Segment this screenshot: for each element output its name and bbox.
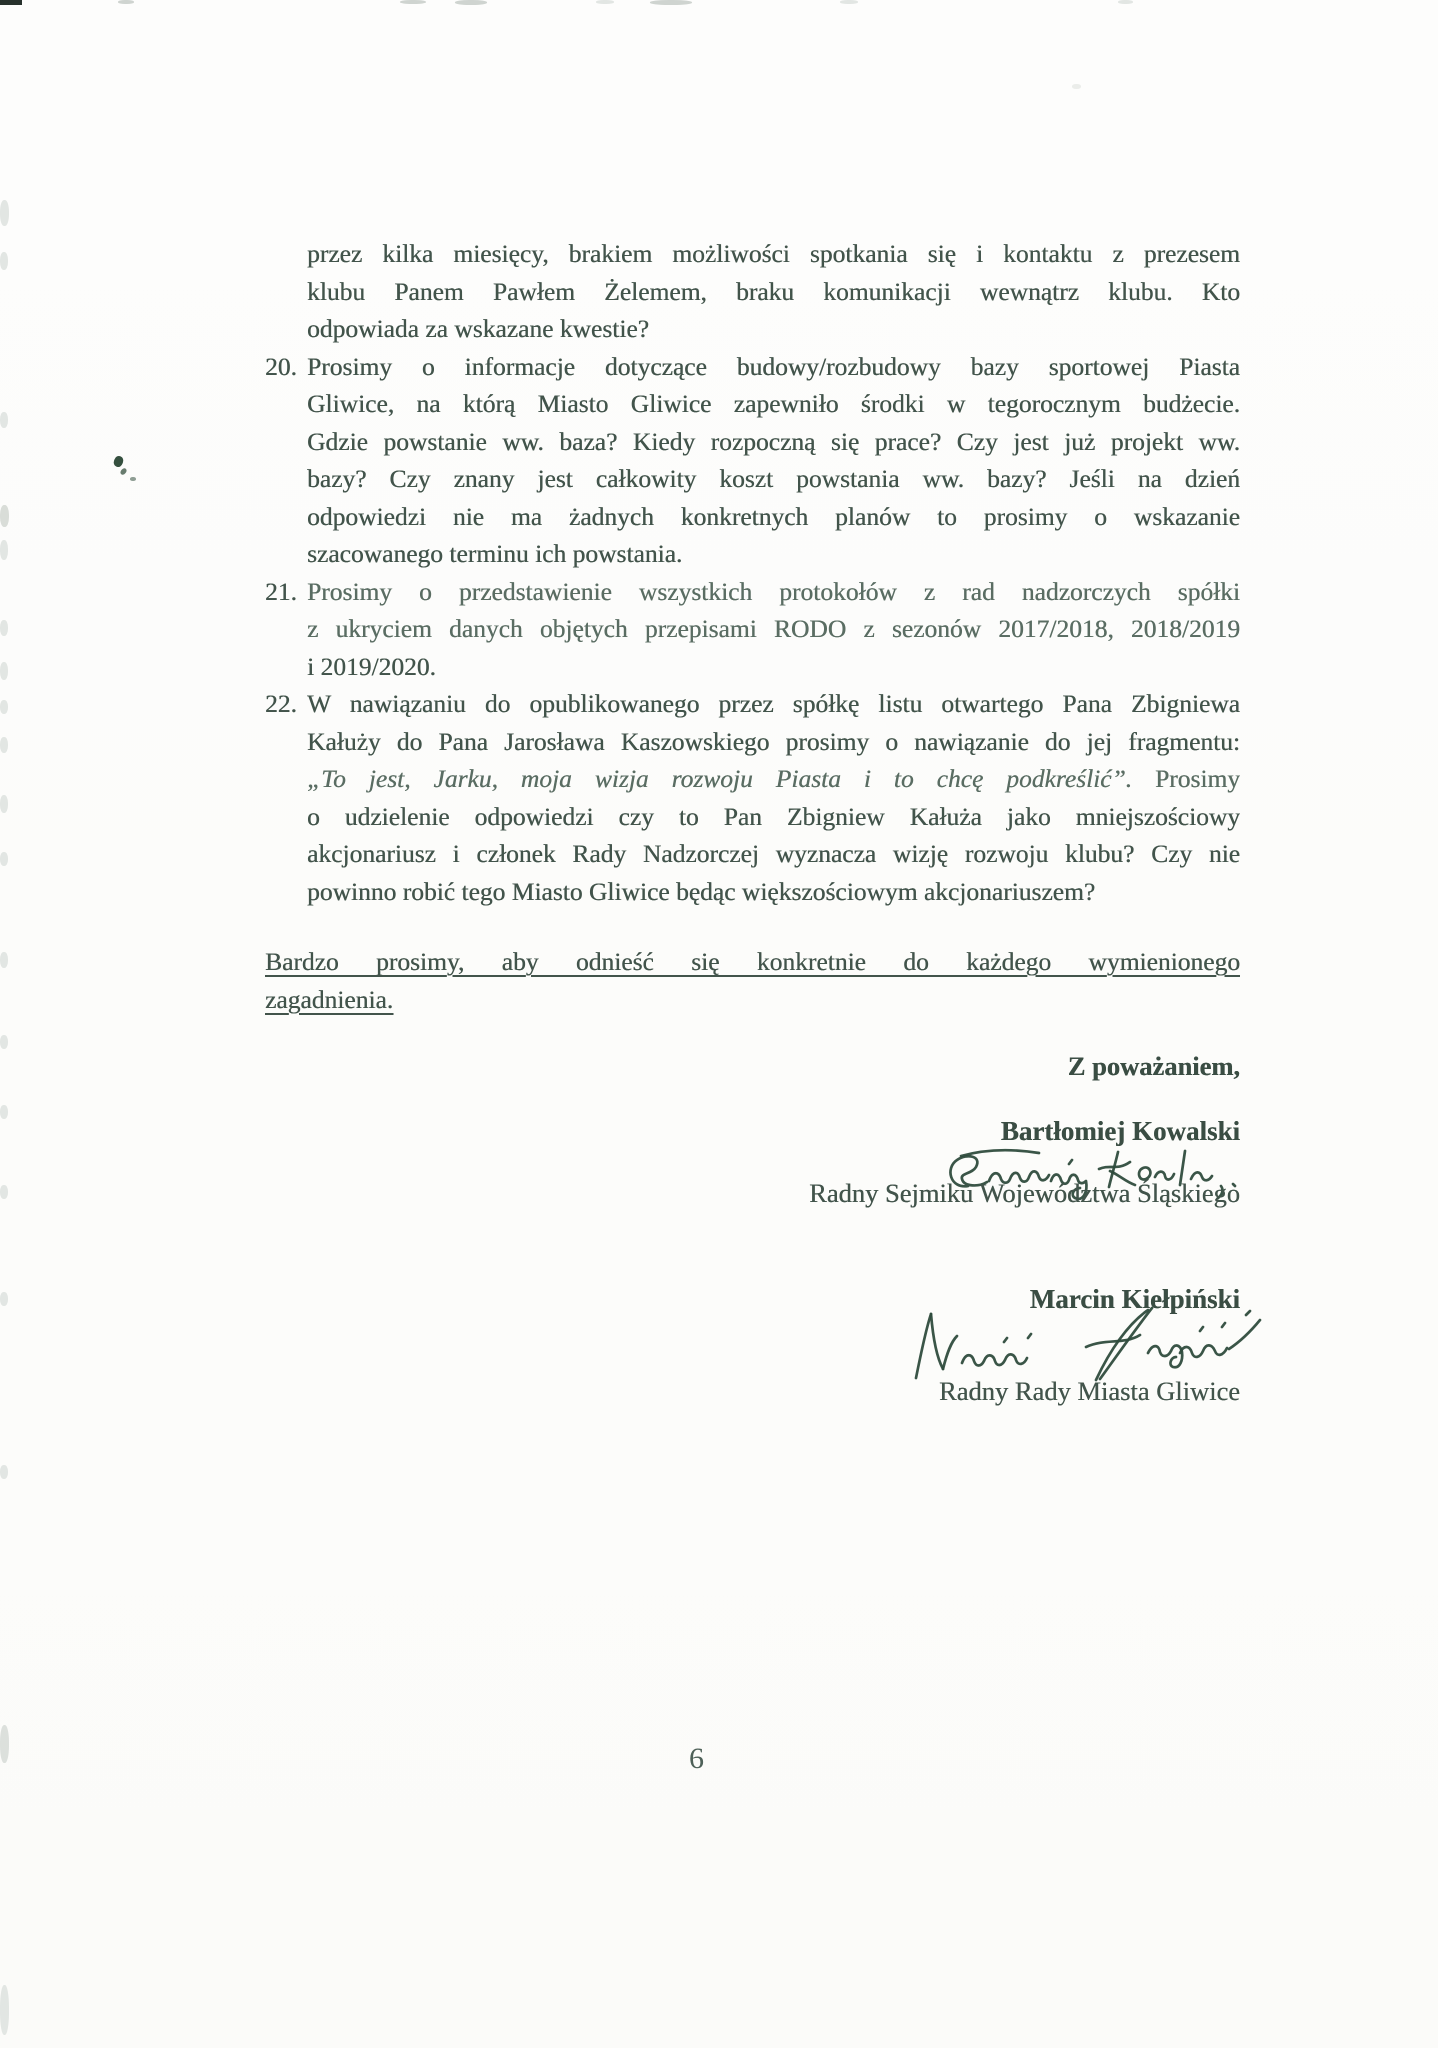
scan-artifact — [0, 662, 8, 680]
scan-artifact — [0, 200, 9, 226]
item-number: 20. — [265, 351, 297, 381]
text-line: odpowiada za wskazane kwestie? — [307, 314, 649, 343]
scan-artifact — [0, 620, 8, 636]
scan-artifact — [596, 0, 614, 4]
signatory-name-bartlomiej-kowalski: Bartłomiej Kowalski — [1000, 1116, 1240, 1146]
text-line: bazy? Czy znany jest całkowity koszt powstania ww. bazy? Jeśli na dzień — [307, 464, 1240, 493]
text-line: z ukryciem danych objętych przepisami RODO z sezonów 2017/2018, 2018/2019 — [307, 614, 1240, 643]
underlined-block — [265, 943, 1240, 1018]
scan-artifact — [0, 852, 8, 866]
scan-artifact — [0, 795, 8, 813]
text-line: klubu Panem Pawłem Żelemem, braku komunikacji wewnątrz klubu. Kto — [307, 276, 1240, 306]
scan-artifact — [0, 1035, 8, 1049]
scan-artifact — [0, 252, 8, 270]
scan-artifact — [455, 0, 487, 5]
scan-artifact — [400, 0, 426, 4]
paragraph-block — [265, 235, 1240, 348]
scan-artifact — [1072, 84, 1081, 89]
scan-artifact — [0, 737, 8, 753]
scan-artifact-top-left-dash — [0, 0, 22, 5]
list-item-21 — [265, 573, 1240, 686]
list-item-20 — [265, 348, 1240, 573]
scan-artifact — [840, 0, 858, 4]
scan-artifact-ink-speck — [112, 455, 124, 468]
scan-artifact — [0, 952, 8, 968]
text-line: W nawiązaniu do opublikowanego przez spółkę listu otwartego Pana Zbigniewa — [307, 689, 1240, 718]
scan-artifact — [118, 0, 134, 4]
list-item-22 — [265, 685, 1240, 910]
scan-artifact — [0, 1725, 9, 1763]
signatory-role-2: Radny Rady Miasta Gliwice — [938, 1376, 1240, 1406]
item-number: 21. — [265, 576, 297, 606]
item-number: 22. — [265, 689, 297, 718]
signatory-name-marcin-kielpinski: Marcin Kiełpiński — [1029, 1284, 1240, 1314]
text-line: „To jest, Jarku, moja wizja rozwoju Piasta i to chcę podkreślić”. Prosimy — [307, 764, 1240, 793]
text-line: Gdzie powstanie ww. baza? Kiedy rozpoczną się prace? Czy jest już projekt ww. — [307, 426, 1240, 456]
text-line: Kałuży do Pana Jarosława Kaszowskiego prosimy o nawiązanie do jej fragmentu: — [307, 726, 1240, 756]
scan-artifact-ink-speck — [119, 467, 127, 476]
text-line: akcjonariusz i członek Rady Nadzorczej wyznacza wizję rozwoju klubu? Czy nie — [307, 839, 1240, 868]
text-line: odpowiedzi nie ma żadnych konkretnych planów to prosimy o wskazanie — [307, 501, 1240, 531]
text-line: szacowanego terminu ich powstania. — [307, 539, 683, 568]
scan-artifact — [650, 0, 692, 5]
scan-artifact — [0, 1465, 8, 1479]
text-line: Prosimy o informacje dotyczące budowy/rozbudowy bazy sportowej Piasta — [307, 351, 1240, 381]
scan-artifact — [0, 700, 8, 714]
text-line: i 2019/2020. — [307, 651, 436, 681]
scan-artifact — [0, 1105, 8, 1119]
page-number: 6 — [689, 1742, 704, 1775]
scan-artifact — [0, 1985, 9, 2035]
text-line: o udzielenie odpowiedzi czy to Pan Zbigniew Kałuża jako mniejszościowy — [307, 801, 1240, 831]
letter-body — [265, 235, 1240, 1018]
scan-artifact — [0, 505, 9, 527]
signatory-role-1: Radny Sejmiku Województwa Śląskiego — [809, 1178, 1240, 1208]
scan-artifact — [0, 1292, 8, 1306]
text-line: Bardzo prosimy, aby odnieść się konkretnie do każdego wymienionego — [265, 947, 1240, 976]
scan-artifact — [0, 1185, 8, 1199]
text-line: Prosimy o przedstawienie wszystkich protokołów z rad nadzorczych spółki — [307, 576, 1240, 606]
scan-artifact — [0, 412, 8, 428]
closing-phrase: Z poważaniem, — [1067, 1051, 1240, 1081]
scan-artifact — [0, 540, 8, 560]
text-line: powinno robić tego Miasto Gliwice będąc większościowym akcjonariuszem? — [307, 876, 1096, 906]
text-line: przez kilka miesięcy, brakiem możliwości spotkania się i kontaktu z prezesem — [307, 239, 1240, 268]
scan-artifact — [1118, 0, 1133, 4]
text-line: Gliwice, na którą Miasto Gliwice zapewniło środki w tegorocznym budżecie. — [307, 389, 1240, 418]
text-line: zagadnienia. — [265, 984, 394, 1014]
scan-artifact-ink-speck — [130, 477, 136, 481]
